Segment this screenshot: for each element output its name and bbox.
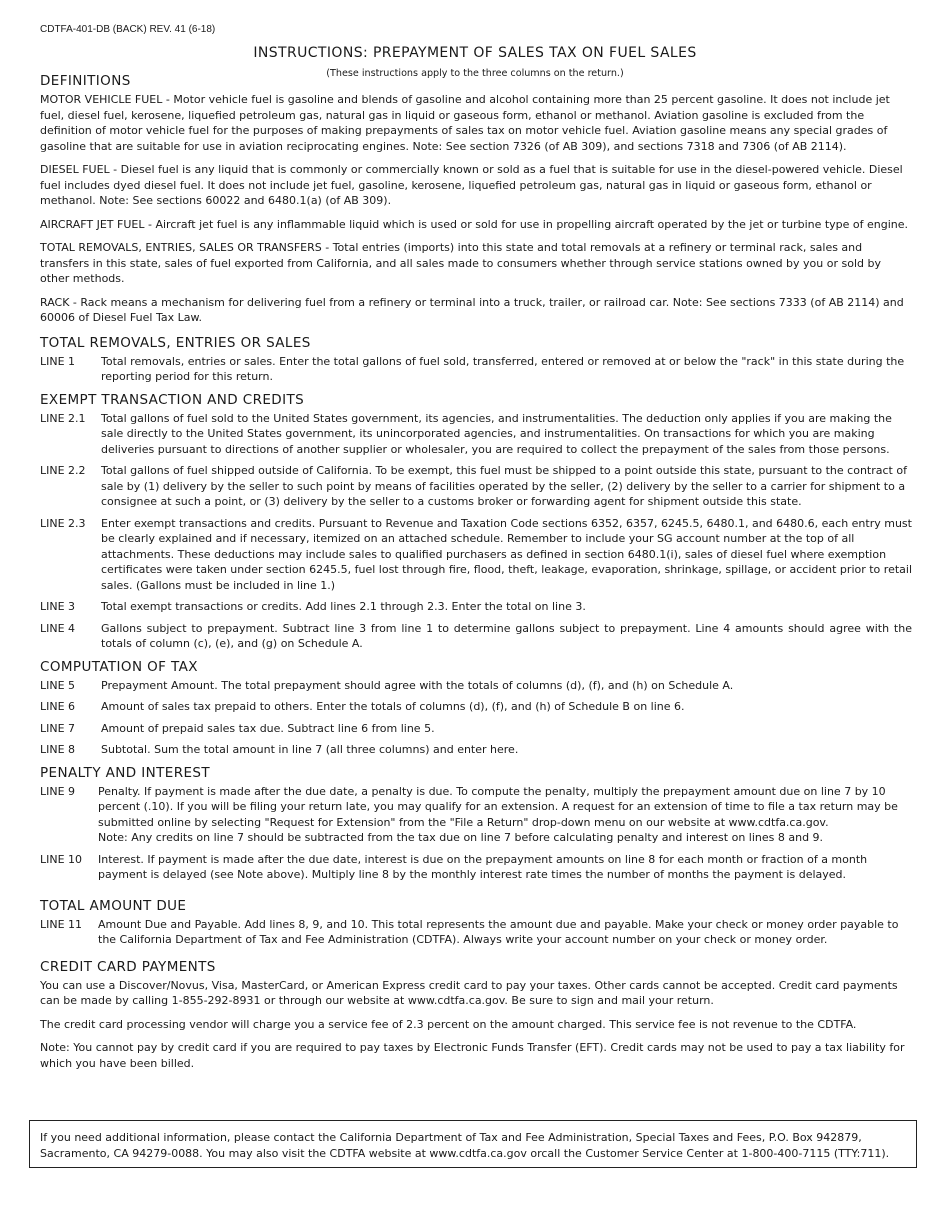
line-9-text: Penalty. If payment is made after the due date, a penalty is due. To compute the penalty, multiply the prepayment amount due on line 7 by 10 percent (.10). If you will be filing your return late, you may qualify for an extension. A request for an extension of time to file a tax return may be submitted online by selecting "Request for Extension" from the "File a Return" drop-down menu on our website at www.cdtfa.ca.gov. <box>98 784 898 829</box>
computation-heading: COMPUTATION OF TAX <box>40 658 198 675</box>
line-label: LINE 7 <box>40 721 76 735</box>
definition-term: MOTOR VEHICLE FUEL <box>40 93 163 106</box>
definition-term: AIRCRAFT JET FUEL <box>40 217 145 231</box>
line-text: Enter exempt transactions and credits. Pursuant to Revenue and Taxation Code sections 6352, 6357, 6245.5, 6480.1, and 6480.6, each entry must be clearly explained and if necessary, itemized on an attached schedule. Remember to include your SG account number at the top of all attachments. These deductions may include sales to qualified purchasers as defined in section 6480.1(i), sales of diesel fuel where exemption certificates were taken under section 6245.5, fuel lost through fire, flood, theft, leakage, evaporation, shrinkage, spillage, or accident prior to retail sales. (Gallons must be included in line 1.) <box>101 516 912 592</box>
definition-rack: RACK - Rack means a mechanism for delivering fuel from a refinery or terminal into a truck, trailer, or railroad car. Note: See sections 7333 (of AB 2114) and 60006 of Diesel Fuel Tax Law. <box>40 295 904 324</box>
line-text: Total exempt transactions or credits. Add lines 2.1 through 2.3. Enter the total on line 3. <box>101 600 586 613</box>
line-9 <box>40 784 912 846</box>
line-label: LINE 2.1 <box>40 411 86 425</box>
line-text: Amount of prepaid sales tax due. Subtract line 6 from line 5. <box>101 721 435 735</box>
definition-motor-vehicle-fuel: MOTOR VEHICLE FUEL - Motor vehicle fuel is gasoline and blends of gasoline and alcohol containing more than 25 percent gasoline. It does not include jet fuel, diesel fuel, kerosene, liquefied petroleum gas, natural gas in liquid or gaseous form, ethanol or methanol. Aviation gasoline is excluded from the definition of motor vehicle fuel for the purposes of making prepayments of sales tax on motor vehicle fuel. Aviation gasoline means any special grades of gasoline that are suitable for use in aviation reciprocating engines. Note: See section 7326 (of AB 309), and sections 7318 and 7306 (of AB 2114). <box>40 93 890 153</box>
line-11 <box>40 917 912 948</box>
line-label: LINE 1 <box>40 354 76 368</box>
definition-text: Diesel fuel is any liquid that is commonly or commercially known or sold as a fuel that is suitable for use in the diesel-powered vehicle. Diesel fuel includes dyed diesel fuel. It does not include jet fuel, gasoline, kerosene, liquefied petroleum gas, natural gas in liquid or gaseous form, ethanol or methanol. Note: See sections 60022 and 6480.1(a) (of AB 309). <box>40 163 903 207</box>
line-label: LINE 6 <box>40 700 76 713</box>
definition-text: Total entries (imports) into this state and total removals at a refinery or terminal rack, sales and transfers in this state, sales of fuel exported from California, and all sales made to consumers whether through service stations owned by you or sold by other methods. <box>40 241 881 285</box>
definitions-heading: DEFINITIONS <box>40 73 131 89</box>
definition-text: Rack means a mechanism for delivering fuel from a refinery or terminal into a truck, trailer, or railroad car. Note: See sections 7333 (of AB 2114) and 60006 of Diesel Fuel Tax Law. <box>40 295 904 324</box>
line-label: LINE 11 <box>40 917 83 931</box>
line-4 <box>40 621 912 652</box>
definition-aircraft-jet-fuel: AIRCRAFT JET FUEL - Aircraft jet fuel is any inflammable liquid which is used or sold for use in propelling aircraft operated by the jet or turbine type of engine. <box>40 217 909 231</box>
page-subtitle: (These instructions apply to the three columns on the return.) <box>326 68 624 79</box>
total-due-heading: TOTAL AMOUNT DUE <box>40 897 187 914</box>
line-3 <box>40 599 912 615</box>
form-id: CDTFA-401-DB (BACK) REV. 41 (6-18) <box>40 24 216 35</box>
credit-card-heading: CREDIT CARD PAYMENTS <box>40 958 216 975</box>
line-label: LINE 3 <box>40 600 76 613</box>
definition-total-removals: TOTAL REMOVALS, ENTRIES, SALES OR TRANSFERS - Total entries (imports) into this state and total removals at a refinery or terminal rack, sales and transfers in this state, sales of fuel exported from California, and all sales made to consumers whether through service stations owned by you or sold by other methods. <box>40 241 881 285</box>
line-7 <box>40 721 912 737</box>
definition-term: DIESEL FUEL <box>40 163 110 176</box>
line-label: LINE 10 <box>40 852 83 866</box>
definition-term: TOTAL REMOVALS, ENTRIES, SALES OR TRANSFERS <box>40 241 322 254</box>
line-text: Amount of sales tax prepaid to others. Enter the totals of columns (d), (f), and (h) of Schedule B on line 6. <box>101 700 685 713</box>
line-text: Interest. If payment is made after the due date, interest is due on the prepayment amounts on line 8 for each month or fraction of a month payment is delayed (see Note above). Multiply line 8 by the monthly interest rate times the number of months the payment is delayed. <box>98 852 868 881</box>
line-label: LINE 2.3 <box>40 516 86 530</box>
line-5 <box>40 678 912 694</box>
line-label: LINE 2.2 <box>40 464 86 477</box>
line-2-2 <box>40 463 912 510</box>
line-text: Total removals, entries or sales. Enter the total gallons of fuel sold, transferred, entered or removed at or below the "rack" in this state during the reporting period for this return. <box>101 354 905 383</box>
credit-card-paragraph: Note: You cannot pay by credit card if you are required to pay taxes by Electronic Funds Transfer (EFT). Credit cards may not be used to pay a tax liability for which you have been billed. <box>40 1041 905 1070</box>
total-removals-heading: TOTAL REMOVALS, ENTRIES OR SALES <box>40 334 311 351</box>
definition-term: RACK <box>40 295 70 309</box>
line-text: Subtotal. Sum the total amount in line 7 (all three columns) and enter here. <box>101 743 519 756</box>
instructions-body <box>40 72 912 1079</box>
definition-text: Aircraft jet fuel is any inflammable liquid which is used or sold for use in propelling aircraft operated by the jet or turbine type of engine. <box>155 217 909 231</box>
line-label: LINE 4 <box>40 621 76 635</box>
credit-card-paragraph: The credit card processing vendor will charge you a service fee of 2.3 percent on the amount charged. This service fee is not revenue to the CDTFA. <box>40 1017 857 1031</box>
line-text <box>98 784 912 846</box>
line-label: LINE 8 <box>40 743 76 756</box>
line-text: Amount Due and Payable. Add lines 8, 9, and 10. This total represents the amount due and payable. Make your check or money order payable to the California Department of Tax and Fee Administration (CDTFA). Always write your account number on your check or money order. <box>98 917 899 946</box>
line-label: LINE 9 <box>40 784 76 798</box>
definition-diesel-fuel: DIESEL FUEL - Diesel fuel is any liquid that is commonly or commercially known or sold as a fuel that is suitable for use in the diesel-powered vehicle. Diesel fuel includes dyed diesel fuel. It does not include jet fuel, gasoline, kerosene, liquefied petroleum gas, natural gas in liquid or gaseous form, ethanol or methanol. Note: See sections 60022 and 6480.1(a) (of AB 309). <box>40 163 903 207</box>
line-text: Total gallons of fuel shipped outside of California. To be exempt, this fuel must be shipped to a point outside this state, pursuant to the contract of sale by (1) delivery by the seller to such point by means of facilities operated by the seller, (2) delivery by the seller to a carrier for shipment to a consignee at such a point, or (3) delivery by the seller to a customs broker or forwarding agent for shipment outside this state. <box>101 464 907 508</box>
line-10 <box>40 852 912 883</box>
line-1 <box>40 354 912 385</box>
definition-text: Motor vehicle fuel is gasoline and blends of gasoline and alcohol containing more than 25 percent gasoline. It does not include jet fuel, diesel fuel, kerosene, liquefied petroleum gas, natural gas in liquid or gaseous form, ethanol or methanol. Aviation gasoline is excluded from the definition of motor vehicle fuel for the purposes of making prepayments of sales tax on motor vehicle fuel. Aviation gasoline means any special grades of gasoline that are suitable for use in aviation reciprocating engines. Note: See section 7326 (of AB 309), and sections 7318 and 7306 (of AB 2114). <box>40 93 890 153</box>
contact-info-box: If you need additional information, please contact the California Department of Tax and Fee Administration, Special Taxes and Fees, P.O. Box 942879, Sacramento, CA 94279-0088. You may also visit the CDTFA website at www.cdtfa.ca.gov orcall the Customer Service Center at 1-800-400-7115 (TTY:711). <box>29 1120 917 1168</box>
line-text: Total gallons of fuel sold to the United States government, its agencies, and instrumentalities. The deduction only applies if you are making the sale directly to the United States government, its unincorporated agencies, and instrumentalities. On transactions for which you are making deliveries pursuant to directions of another supplier or wholesaler, you are required to collect the prepayment of the sales from those persons. <box>101 411 892 456</box>
line-6 <box>40 699 912 715</box>
line-text: Prepayment Amount. The total prepayment should agree with the totals of columns (d), (f), and (h) on Schedule A. <box>101 678 734 692</box>
line-label: LINE 5 <box>40 678 76 692</box>
line-2-1 <box>40 411 912 458</box>
page-title: INSTRUCTIONS: PREPAYMENT OF SALES TAX ON FUEL SALES <box>253 45 697 61</box>
line-9-note: Note: Any credits on line 7 should be subtracted from the tax due on line 7 before calculating penalty and interest on lines 8 and 9. <box>98 831 824 844</box>
credit-card-paragraph: You can use a Discover/Novus, Visa, MasterCard, or American Express credit card to pay your taxes. Other cards cannot be accepted. Credit card payments can be made by calling 1-855-292-8931 or through our website at www.cdtfa.ca.gov. Be sure to sign and mail your return. <box>40 978 898 1007</box>
line-2-3 <box>40 516 912 594</box>
line-text: Gallons subject to prepayment. Subtract line 3 from line 1 to determine gallons subject to prepayment. Line 4 amounts should agree with the totals of column (c), (e), and (g) on Schedule A. <box>101 621 912 650</box>
line-8 <box>40 742 912 758</box>
penalty-heading: PENALTY AND INTEREST <box>40 764 211 781</box>
exempt-heading: EXEMPT TRANSACTION AND CREDITS <box>40 391 305 408</box>
